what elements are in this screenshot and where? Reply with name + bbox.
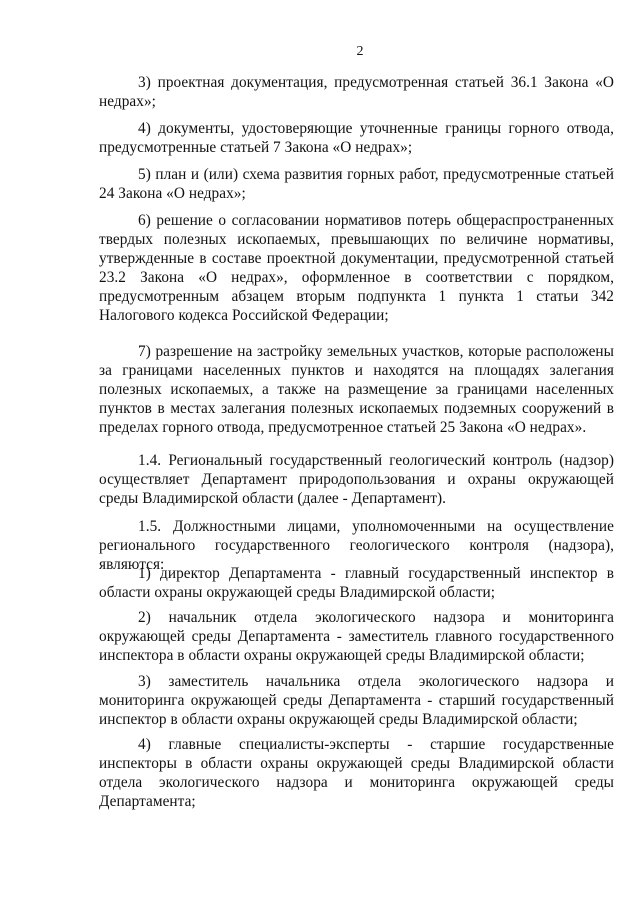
paragraph-official-2-department-head: 2) начальник отдела экологического надзора и мониторинга окружающей среды Департамента - заместитель главного государственного инспектора в области охраны окружающей среды Владимирской области; bbox=[99, 609, 614, 664]
page-number: 2 bbox=[356, 44, 364, 59]
paragraph-item-6-loss-standards-decision: 6) решение о согласовании нормативов потерь общераспространенных твердых полезных ископаемых, превышающих по величине нормативы, утвержденные в составе проектной документации, предусмотренной статьей 23.2 Закона «О недрах», оформленное в соответствии с порядком, предусмотренным абзацем вторым подпункта 1 пункта 1 статьи 342 Налогового кодекса Российской Федерации; bbox=[99, 212, 614, 324]
paragraph-section-1-4: 1.4. Региональный государственный геологический контроль (надзор) осуществляет Департамент природопользования и охраны окружающей среды Владимирской области (далее - Департамент). bbox=[99, 452, 614, 507]
paragraph-item-3-project-documentation: 3) проектная документация, предусмотренная статьей 36.1 Закона «О недрах»; bbox=[99, 74, 614, 110]
paragraph-item-7-construction-permit: 7) разрешение на застройку земельных участков, которые расположены за границами населенных пунктов и находятся на площадях залегания полезных ископаемых, а также на размещение за границами населенных пунктов в местах залегания полезных ископаемых подземных сооружений в пределах горного отвода, предусмотренное статьей 25 Закона «О недрах». bbox=[99, 343, 614, 436]
paragraph-item-4-mining-allotment-documents: 4) документы, удостоверяющие уточненные границы горного отвода, предусмотренные статьей 7 Закона «О недрах»; bbox=[99, 120, 614, 156]
paragraph-item-5-mining-development-plan: 5) план и (или) схема развития горных работ, предусмотренные статьей 24 Закона «О недрах»; bbox=[99, 166, 614, 202]
paragraph-official-4-chief-specialists: 4) главные специалисты-эксперты - старшие государственные инспекторы в области охраны окружающей среды Владимирской области отдела экологического надзора и мониторинга окружающей среды Департамента; bbox=[99, 736, 614, 810]
paragraph-official-1-director: 1) директор Департамента - главный государственный инспектор в области охраны окружающей среды Владимирской области; bbox=[99, 565, 614, 601]
paragraph-official-3-deputy-head: 3) заместитель начальника отдела экологического надзора и мониторинга окружающей среды Департамента - старший государственный инспектор в области охраны окружающей среды Владимирской области; bbox=[99, 673, 614, 728]
paragraph-section-1-5: 1.5. Должностными лицами, уполномоченными на осуществление регионального государственного геологического контроля (надзора), являются: bbox=[99, 518, 614, 573]
